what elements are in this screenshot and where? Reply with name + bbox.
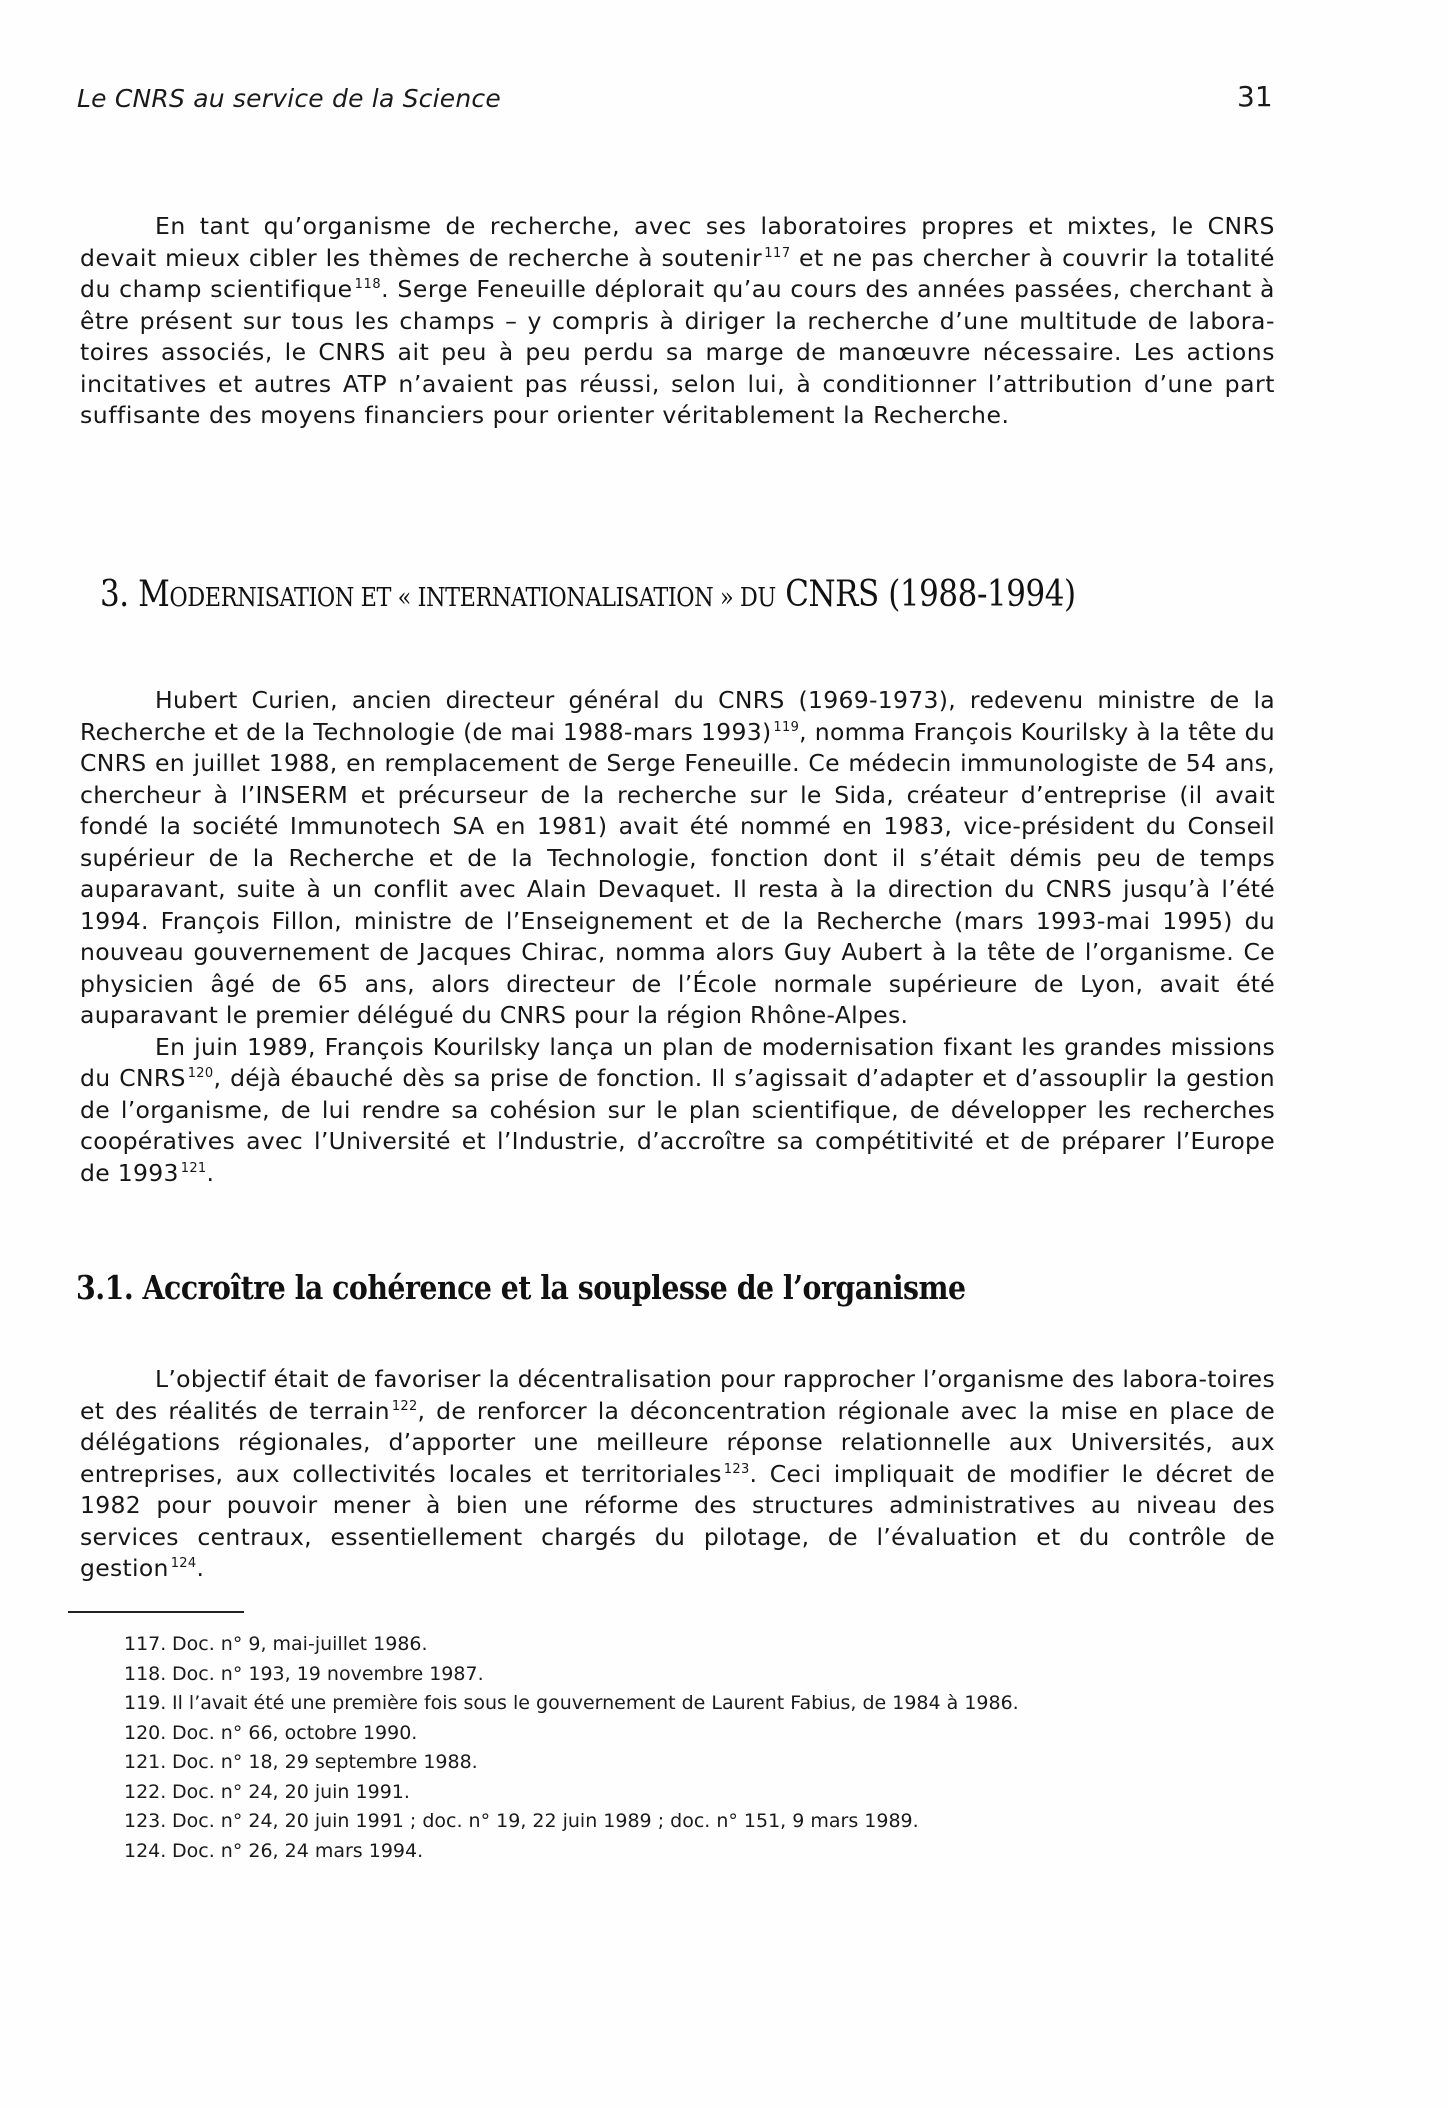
footnote-item: 120. Doc. n° 66, octobre 1990. [124, 1721, 418, 1744]
body-paragraph-2: Hubert Curien, ancien directeur général du CNRS (1969-1973), redevenu ministre de la Recherche et de la Technologie (de mai 1988-mars 1993) $^{119}$, nomma François Kourilsky à la tête du CNRS en juillet 1988, en remplacement de Serge Feneuille. Ce médecin immunologiste de 54 ans, chercheur à l’INSERM et précurseur de la recherche sur le Sida, créateur d’entreprise (il avait fondé la société Immunotech SA en 1981) avait été nommé en 1983, vice-président du Conseil supérieur de la Recherche et de la Technologie, fonction dont il s’était démis peu de temps auparavant, suite à un conflit avec Alain Devaquet. Il resta à la direction du CNRS jusqu’à l’été 1994. François Fillon, ministre de l’Enseignement et de la Recherche (mars 1993-mai 1995) du nouveau gouvernement de Jacques Chirac, nomma alors Guy Aubert à la tête de l’organisme. Ce physicien âgé de 65 ans, alors directeur de l’École normale supérieure de Lyon, avait été auparavant le premier délégué du CNRS pour la région Rhône-Alpes. En juin 1989, François Kourilsky lança un plan de modernisation fixant les grandes missions du CNRS $^{120}$, déjà ébauché dès sa prise de fonction. Il s’agissait d’adapter et d’assouplir la gestion de l’organisme, de lui rendre sa cohésion sur le plan scientifique, de développer les recherches coopératives avec l’Université et l’Industrie, d’accroître sa compétitivité et de préparer l’Europe de 1993 $^{121}$. [80, 685, 1275, 1189]
footnote-item: 117. Doc. n° 9, mai-juillet 1986. [124, 1633, 428, 1655]
footnote-ref[interactable]: 119 [773, 719, 800, 735]
footnote-item: 122. Doc. n° 24, 20 juin 1991. [124, 1780, 410, 1803]
footnote-item: 121. Doc. n° 18, 29 septembre 1988. [124, 1751, 478, 1773]
footnote-ref[interactable]: 120 [187, 1066, 214, 1081]
subsection-heading: 3.1. Accroître la cohérence et la souplesse de l’organisme [76, 1268, 966, 1307]
body-paragraph-2b: En juin 1989, François Kourilsky lança un plan de modernisation fixant les grandes missions du CNRS $^{120}$, déjà ébauché dès sa prise de fonction. Il s’agissait d’adapter et d’assouplir la gestion de l’organisme, de lui rendre sa cohésion sur le plan scientifique, de développer les recherches coopératives avec l’Université et l’Industrie, d’accroître sa compétitivité et de préparer l’Europe de 1993 $^{121}$. [80, 1032, 1275, 1187]
footnote-ref[interactable]: 121 [180, 1160, 207, 1176]
footnote-ref[interactable]: 123 [723, 1461, 750, 1477]
footnote-item: 123. Doc. n° 24, 20 juin 1991 ; doc. n° 19, 22 juin 1989 ; doc. n° 151, 9 mars 1989. [124, 1810, 919, 1832]
footnote-ref[interactable]: 118 [354, 277, 382, 292]
section-heading: 3. MODERNISATION ET « INTERNATIONALISATION » DU CNRS (1988-1994) [100, 574, 1076, 615]
running-title: Le CNRS au service de la Science [77, 84, 501, 113]
footnote-ref[interactable]: 124 [170, 1556, 197, 1571]
footnote-divider [68, 1611, 244, 1613]
footnote-item: 119. Il l’avait été une première fois sous le gouvernement de Laurent Fabius, de 1984 à 1986. [124, 1692, 1019, 1714]
page-number: 31 [1237, 80, 1273, 113]
footnote-ref[interactable]: 122 [391, 1398, 418, 1414]
footnotes-list [124, 1630, 1019, 1866]
footnote-item: 124. Doc. n° 26, 24 mars 1994. [124, 1839, 424, 1862]
footnote-ref[interactable]: 117 [764, 245, 791, 261]
body-paragraph-3: L’objectif était de favoriser la décentralisation pour rapprocher l’organisme des labora-toires et des réalités de terrain $^{122}$, de renforcer la déconcentration régionale avec la mise en place de délégations régionales, d’apporter une meilleure réponse relationnelle aux Universités, aux entreprises, aux collectivités locales et territoriales $^{123}$. Ceci impliquait de modifier le décret de 1982 pour pouvoir mener à bien une réforme des structures administratives au niveau des services centraux, essentiellement chargés du pilotage, de l’évaluation et du contrôle de gestion $^{124}$. [80, 1365, 1276, 1582]
footnote-item: 118. Doc. n° 193, 19 novembre 1987. [124, 1662, 484, 1685]
body-paragraph-1: En tant qu’organisme de recherche, avec ses laboratoires propres et mixtes, le CNRS devait mieux cibler les thèmes de recherche à soutenir $^{117}$ et ne pas chercher à couvrir la totalité du champ scientifique $^{118}$. Serge Feneuille déplorait qu’au cours des années passées, cherchant à être présent sur tous les champs – y compris à diriger la recherche d’une multitude de labora-toires associés, le CNRS ait peu à peu perdu sa marge de manœuvre nécessaire. Les actions incitatives et autres ATP n’avaient pas réussi, selon lui, à conditionner l’attribution d’une part suffisante des moyens financiers pour orienter véritablement la Recherche. [80, 212, 1275, 429]
